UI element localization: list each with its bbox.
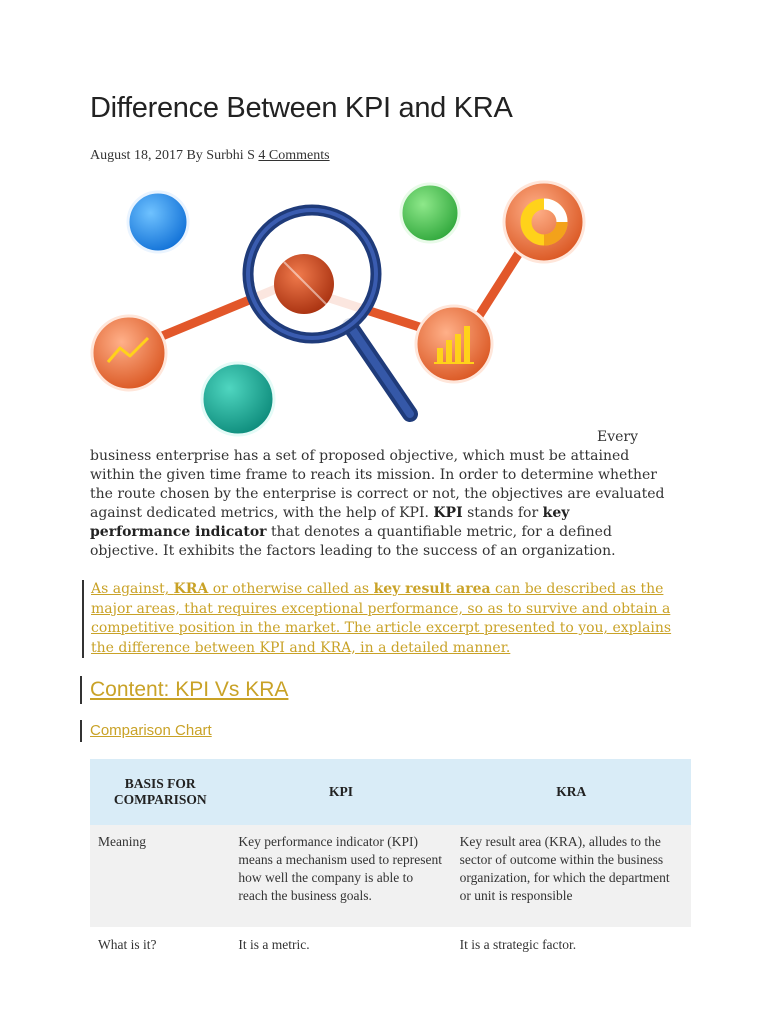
article-meta (90, 148, 330, 164)
kra-cell: It is a strategic factor. (452, 927, 691, 972)
date-author: August 18, 2017 By Surbhi S (90, 148, 255, 163)
kpi-illustration (88, 176, 598, 446)
comparison-table (90, 759, 691, 972)
line-chart-node-icon (92, 316, 166, 390)
intro-paragraph: Every business enterprise has a set of proposed objective, which must be attained within the given time frame to reach its mission. In order to determine whether the route chosen by the enterprise is correct or not, the objectives are evaluated against dedicated metrics, with the help of KPI. KPI stands for key performance indicator that denotes a quantifiable metric, for a defined objective. It exhibits the factors leading to the success of an organization. (90, 428, 670, 561)
teal-dot-icon (202, 363, 274, 435)
kpi-cell: Key performance indicator (KPI) means a mechanism used to represent how well the company is able to reach the business goals. (230, 825, 451, 927)
table-row (90, 825, 691, 927)
green-dot-icon (401, 184, 459, 242)
table-header-row (90, 759, 691, 825)
header-basis: BASIS FOR COMPARISON (90, 759, 230, 825)
table-row (90, 927, 691, 972)
kra-cell: Key result area (KRA), alludes to the sector of outcome within the business organization, for which the department or unit is responsible (452, 825, 691, 927)
comments-link[interactable]: 4 Comments (258, 148, 330, 163)
bar-chart-node-icon (416, 306, 492, 382)
article-title: Difference Between KPI and KRA (90, 92, 513, 124)
blue-dot-icon (128, 192, 188, 252)
comparison-chart-link[interactable]: Comparison Chart (80, 720, 212, 742)
header-kpi: KPI (230, 759, 451, 825)
intro-first-word: Every (596, 429, 638, 445)
content-heading-link[interactable]: Content: KPI Vs KRA (80, 676, 288, 704)
kpi-cell: It is a metric. (230, 927, 451, 972)
row-label: What is it? (90, 927, 230, 972)
donut-chart-node-icon (504, 182, 584, 262)
header-kra: KRA (452, 759, 691, 825)
row-label: Meaning (90, 825, 230, 927)
kra-callout-link[interactable]: As against, KRA or otherwise called as key result area can be described as the major areas, that requires exceptional performance, so as to survive and obtain a competitive position in the market. The article excerpt presented to you, explains the difference between KPI and KRA, in a detailed manner. (82, 580, 691, 658)
